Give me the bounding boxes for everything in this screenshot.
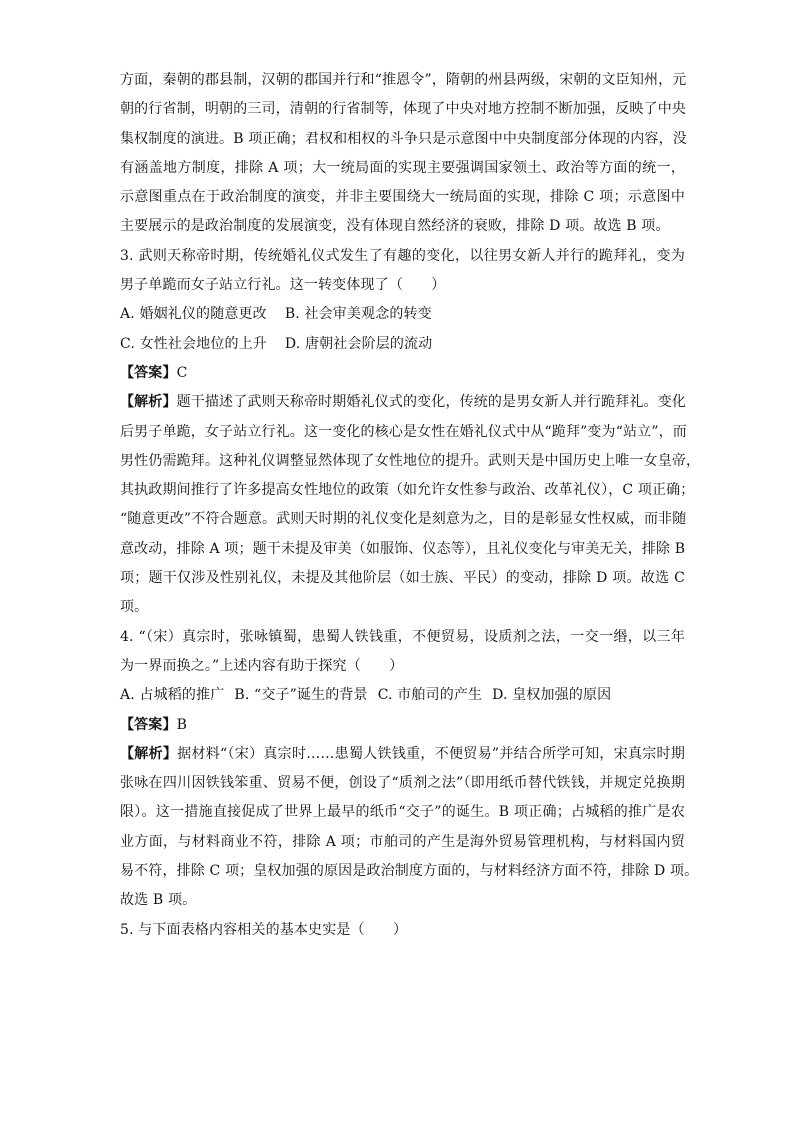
explanation-line: [120, 740, 685, 769]
text-line: 有涵盖地方制度，排除 A 项；大一统局面的实现主要强调国家领土、政治等方面的统一，: [120, 159, 685, 176]
explanation-tag: 【解析】: [120, 745, 178, 762]
answer-value: C: [176, 364, 188, 381]
question-stem: 男子单跪而女子站立行礼。这一转变体现了（ ）: [120, 277, 446, 294]
answer-tag: 【答案】: [120, 716, 177, 733]
explanation-text: 题干描述了武则天称帝时期婚礼仪式的变化，传统的是男女新人并行跪拜礼。变化: [176, 394, 687, 411]
option-d: D. 唐朝社会阶层的流动: [284, 335, 433, 352]
answer-tag: 【答案】: [120, 364, 177, 381]
explanation-line: 其执政期间推行了许多提高女性地位的政策（如允许女性参与政治、改革礼仪），C 项正确；: [120, 482, 695, 499]
text-line: 集权制度的演进。B 项正确；君权和相权的斗争只是示意图中中央制度部分体现的内容，没: [120, 130, 687, 147]
question-stem: 4. “（宋）真宗时，张咏镇蜀，患蜀人铁钱重，不便贸易，设质剂之法，一交一缗，以三年: [120, 628, 685, 645]
options-row: [120, 681, 685, 710]
option-b: B. 社会审美观念的转变: [284, 306, 432, 323]
answer-value: B: [176, 716, 188, 733]
text-line: 方面，秦朝的郡县制，汉朝的郡国并行和“推恩令”，隋朝的州县两级，宋朝的文臣知州，元: [120, 72, 687, 88]
explanation-line: 业方面，与材料商业不符，排除 A 项；市舶司的产生是海外贸易管理机构，与材料国内贸: [120, 833, 685, 850]
text-line: 示意图重点在于政治制度的演变，并非主要围绕大一统局面的实现，排除 C 项；示意图中: [120, 189, 685, 206]
explanation-line: “随意更改”不符合题意。武则天时期的礼仪变化是刻意为之，目的是彰显女性权威，而非随: [120, 511, 687, 528]
explanation-line: 故选 B 项。: [120, 892, 197, 909]
question-stem: 3. 武则天称帝时期，传统婚礼仪式发生了有趣的变化，以往男女新人并行的跪拜礼，变为: [120, 247, 685, 264]
explanation-line: 易不符，排除 C 项；皇权加强的原因是政治制度方面的，与材料经济方面不符，排除 D 项。: [120, 863, 699, 880]
explanation-line: 男性仍需跪拜。这种礼仪调整显然体现了女性地位的提升。武则天是中国历史上唯一女皇帝，: [120, 452, 701, 469]
explanation-text: 据材料“（宋）真宗时……患蜀人铁钱重，不便贸易”并结合所学可知，宋真宗时期: [177, 745, 685, 762]
question-4: [120, 623, 699, 916]
text-line: 主要展示的是政治制度的发展演变，没有体现自然经济的衰败，排除 D 项。故选 B 项。: [120, 218, 670, 235]
question-5: [120, 916, 685, 945]
question-stem: 5. 与下面表格内容相关的基本史实是（ ）: [120, 921, 408, 938]
question-stem: 为一界而换之。”上述内容有助于探究（ ）: [120, 657, 404, 674]
answer-line: [120, 359, 685, 388]
explanation-line: [120, 388, 685, 417]
explanation-tag: 【解析】: [120, 394, 177, 411]
explanation-line: 后男子单跪，女子站立行礼。这一变化的核心是女性在婚礼仪式中从“跪拜”变为“站立”，而: [120, 423, 687, 440]
option-d: D. 皇权加强的原因: [492, 687, 612, 704]
explanation-line: 意改动，排除 A 项；题干未提及审美（如服饰、仪态等），且礼仪变化与审美无关，排除 B: [120, 540, 686, 557]
explanation-line: 张咏在四川因铁钱笨重、贸易不便，创设了“质剂之法”（即用纸币替代铁钱，并规定兑换期: [120, 775, 685, 792]
option-a: A. 占城稻的推广: [120, 687, 225, 704]
options-row: [120, 330, 685, 359]
option-c: C. 女性社会地位的上升: [120, 335, 267, 352]
answer-line: [120, 711, 685, 740]
prev-explanation: [120, 66, 685, 242]
document-page: [120, 66, 701, 945]
options-row: [120, 300, 685, 329]
explanation-line: 项。: [120, 599, 149, 616]
option-a: A. 婚姻礼仪的随意更改: [120, 306, 267, 323]
option-c: C. 市舶司的产生: [377, 687, 483, 704]
explanation-line: 限）。这一措施直接促成了世界上最早的纸币“交子”的诞生。B 项正确；占城稻的推广是农: [120, 804, 685, 821]
question-3: [120, 242, 701, 623]
option-b: B. “交子”诞生的背景: [234, 687, 368, 704]
explanation-line: 项；题干仅涉及性别礼仪，未提及其他阶层（如士族、平民）的变动，排除 D 项。故选 C: [120, 570, 685, 587]
text-line: 朝的行省制，明朝的三司，清朝的行省制等，体现了中央对地方控制不断加强，反映了中央: [120, 101, 686, 118]
